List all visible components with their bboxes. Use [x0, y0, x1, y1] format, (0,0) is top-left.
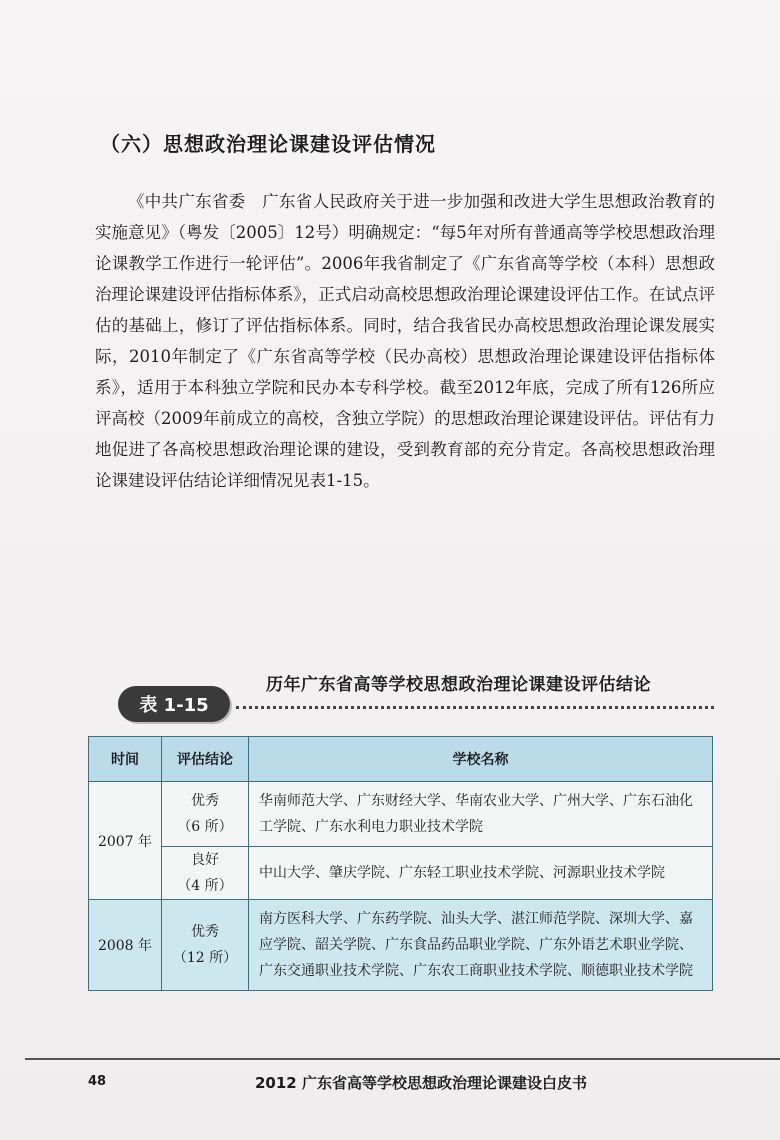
result-cell — [162, 900, 249, 991]
schools-cell: 华南师范大学、广东财经大学、华南农业大学、广州大学、广东石油化工学院、广东水利电力职业技术学院 — [249, 782, 713, 847]
table-title: 历年广东省高等学校思想政治理论课建设评估结论 — [266, 675, 651, 695]
header-time: 时间 — [89, 737, 162, 782]
year-cell: 2007 年 — [89, 782, 162, 900]
result-cell — [162, 847, 249, 900]
page-number: 48 — [88, 1074, 107, 1089]
header-result: 评估结论 — [162, 737, 249, 782]
body-paragraph: 《中共广东省委 广东省人民政府关于进一步加强和改进大学生思想政治教育的实施意见》（粤发〔2005〕12号）明确规定：“每5年对所有普通高等学校思想政治理论课教学工作进行一轮评估”。2006年我省制定了《广东省高等学校（本科）思想政治理论课建设评估指标体系》，正式启动高校思想政治理论课建设评估工作。在试点评估的基础上，修订了评估指标体系。同时，结合我省民办高校思想政治理论课发展实际，2010年制定了《广东省高等学校（民办高校）思想政治理论课建设评估指标体系》，适用于本科独立学院和民办本专科学校。截至2012年底，完成了所有126所应评高校（2009年前成立的高校，含独立学院）的思想政治理论课建设评估。评估有力地促进了各高校思想政治理论课的建设，受到教育部的充分肯定。各高校思想政治理论课建设评估结论详细情况见表1-15。 — [95, 192, 715, 490]
result-count: （12 所） — [172, 950, 238, 966]
evaluation-results-table — [88, 736, 713, 991]
table-row — [89, 900, 713, 991]
result-label: 良好 — [191, 852, 219, 868]
table-header-row — [89, 737, 713, 782]
result-count: （6 所） — [177, 819, 233, 835]
caption-divider — [236, 706, 714, 709]
result-cell — [162, 782, 249, 847]
schools-cell: 南方医科大学、广东药学院、汕头大学、湛江师范学院、深圳大学、嘉应学院、韶关学院、广东食品药品职业学院、广东外语艺术职业学院、广东交通职业技术学院、广东农工商职业技术学院、顺德职业技术学院 — [249, 900, 713, 991]
table-caption — [118, 668, 718, 724]
table-row — [89, 847, 713, 900]
body-text — [95, 186, 715, 496]
table-row — [89, 782, 713, 847]
footer-title: 2012 广东省高等学校思想政治理论课建设白皮书 — [255, 1074, 587, 1092]
section-title: （六）思想政治理论课建设评估情况 — [100, 132, 436, 156]
result-count: （4 所） — [177, 878, 233, 894]
table-number-badge: 表 1-15 — [118, 686, 230, 722]
schools-cell: 中山大学、肇庆学院、广东轻工职业技术学院、河源职业技术学院 — [249, 847, 713, 900]
year-cell: 2008 年 — [89, 900, 162, 991]
footer-divider — [25, 1058, 780, 1060]
header-schools: 学校名称 — [249, 737, 713, 782]
result-label: 优秀 — [191, 924, 219, 940]
result-label: 优秀 — [191, 793, 219, 809]
